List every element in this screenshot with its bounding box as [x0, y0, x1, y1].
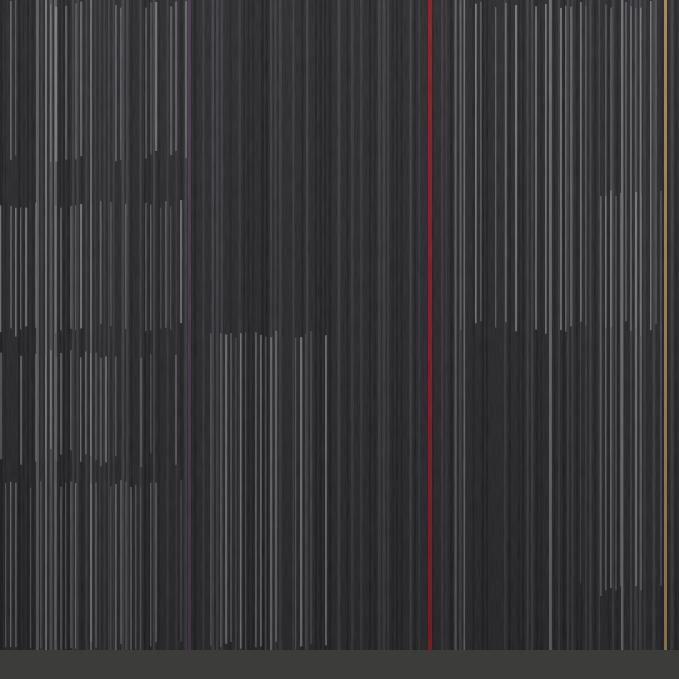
floor-edge	[0, 650, 679, 679]
